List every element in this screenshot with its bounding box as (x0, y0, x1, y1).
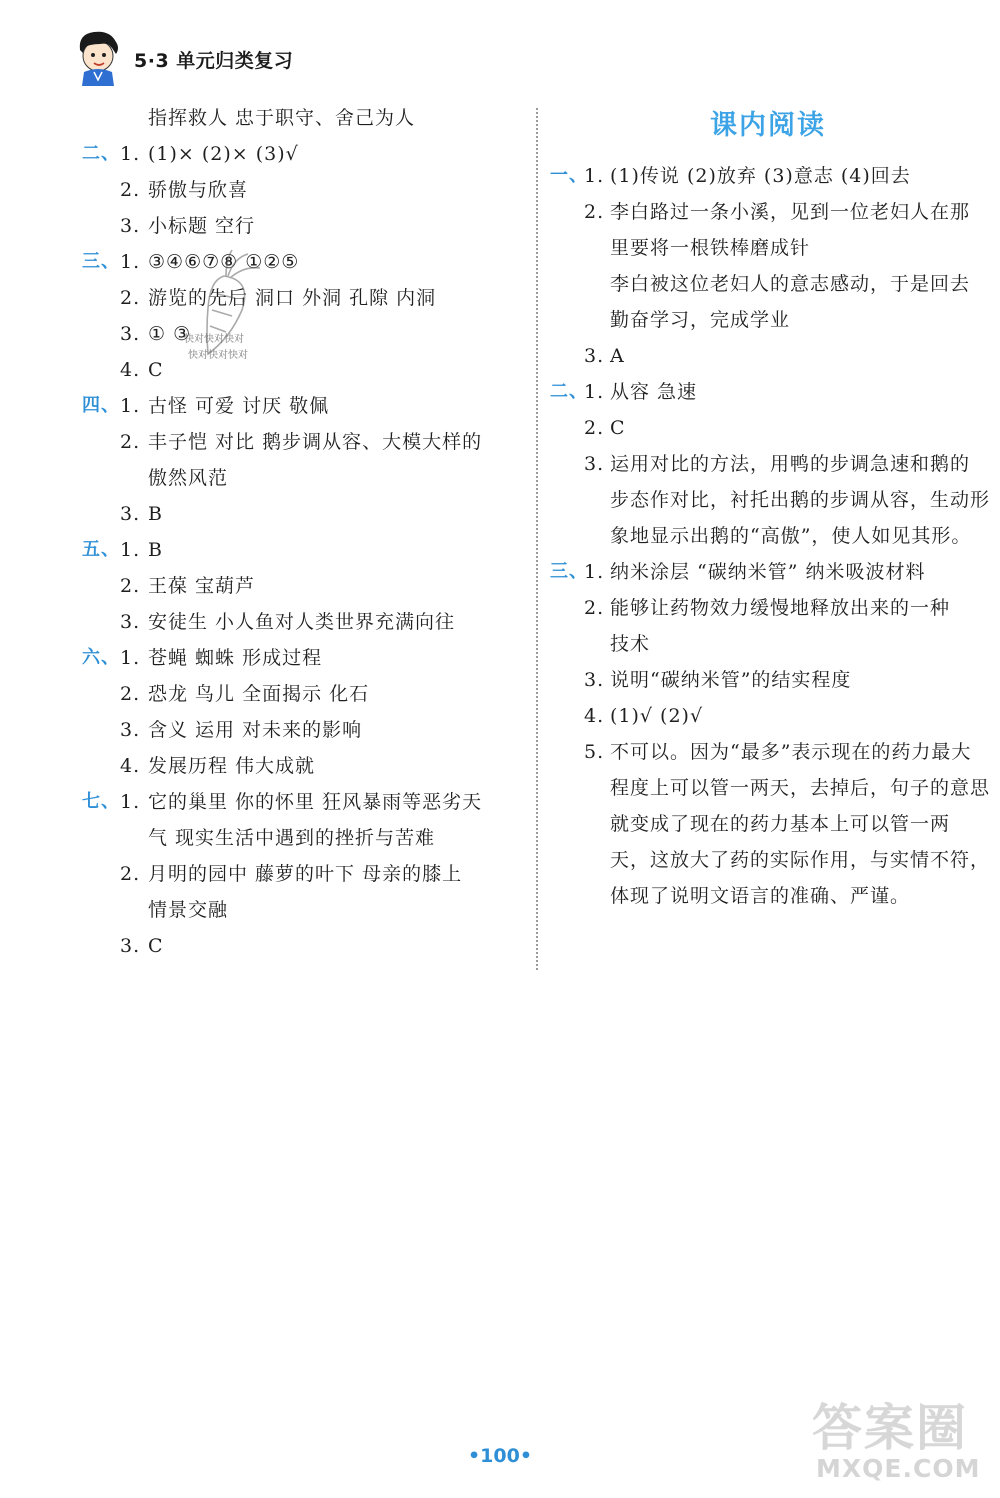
answer-text: 体现了说明文语言的准确、严谨。 (610, 885, 911, 907)
answer-line (82, 928, 532, 964)
answer-line (82, 460, 532, 496)
answer-line (82, 208, 532, 244)
answer-line (548, 626, 988, 662)
answer-text: 含义 运用 对未来的影响 (148, 719, 363, 741)
answer-line (82, 388, 532, 424)
answer-line (548, 374, 988, 410)
question-number: 3. (120, 935, 141, 957)
question-number: 4. (584, 705, 605, 727)
page-header (72, 28, 472, 88)
section-number: 四、 (82, 395, 120, 416)
answer-line (82, 820, 532, 856)
answer-text: 象地显示出鹅的“高傲”，使人如见其形。 (610, 525, 972, 547)
answer-line (548, 194, 988, 230)
answer-text: 就变成了现在的药力基本上可以管一两 (610, 813, 951, 835)
question-number: 2. (120, 179, 141, 201)
answer-text: 丰子恺 对比 鹅步调从容、大模大样的 (148, 431, 483, 453)
answer-line (548, 482, 991, 518)
answer-line (82, 496, 532, 532)
answer-line (548, 662, 988, 698)
answer-line (82, 100, 532, 136)
answer-line (82, 568, 532, 604)
answer-text: 游览的先后 洞口 外洞 孔隙 内洞 (148, 287, 437, 309)
answer-text: (1)传说 (2)放弃 (3)意志 (4)回去 (610, 165, 911, 187)
header-title: 5·3 单元归类复习 (134, 50, 294, 72)
carrot-stamp-icon (178, 246, 270, 366)
answer-text: A (610, 345, 625, 367)
answer-text: 程度上可以管一两天，去掉后，句子的意思 (610, 777, 991, 799)
answer-line (548, 410, 988, 446)
answer-text: 安徒生 小人鱼对人类世界充满向往 (148, 611, 456, 633)
section-number: 一、 (550, 165, 588, 186)
section-number: 二、 (82, 143, 120, 164)
question-number: 3. (584, 669, 605, 691)
question-number: 2. (584, 597, 605, 619)
answer-line (548, 878, 988, 914)
answer-line (82, 532, 532, 568)
question-number: 2. (584, 417, 605, 439)
answer-text: 苍蝇 蜘蛛 形成过程 (148, 647, 323, 669)
section-number: 三、 (82, 251, 120, 272)
question-number: 3. (120, 503, 141, 525)
answers-right-column (548, 100, 991, 914)
answer-line (548, 338, 988, 374)
watermark-logo-text: 答案圈 (812, 1399, 968, 1457)
question-number: 3. (120, 611, 141, 633)
answer-text: ① ③ (148, 323, 192, 345)
answer-text: 运用对比的方法，用鸭的步调急速和鹅的 (610, 453, 971, 475)
question-number: 2. (120, 287, 141, 309)
answer-line (82, 604, 532, 640)
question-number: 2. (584, 201, 605, 223)
question-number: 5. (584, 741, 605, 763)
answer-line (548, 266, 988, 302)
answer-line (82, 748, 532, 784)
question-number: 2. (120, 683, 141, 705)
stamp-text-line1: 快对快对快对 (184, 334, 244, 345)
answer-text: 骄傲与欣喜 (148, 179, 249, 201)
answer-line (82, 676, 532, 712)
question-number: 2. (120, 863, 141, 885)
question-number: 1. (584, 561, 605, 583)
answer-line (548, 302, 988, 338)
question-number: 1. (120, 539, 141, 561)
question-number: 3. (584, 345, 605, 367)
answer-text: 里要将一根铁棒磨成针 (610, 237, 811, 259)
answer-line (548, 230, 988, 266)
question-number: 1. (120, 395, 141, 417)
answer-line (82, 352, 532, 388)
section-number: 七、 (82, 791, 120, 812)
section-number: 五、 (82, 539, 120, 560)
answer-text: 情景交融 (148, 899, 229, 921)
question-number: 3. (120, 719, 141, 741)
answer-line (82, 640, 532, 676)
answer-text: ③④⑥⑦⑧ ①②⑤ (148, 251, 300, 273)
answer-text: 月明的园中 藤萝的叶下 母亲的膝上 (148, 863, 463, 885)
answer-text: 小标题 空行 (148, 215, 256, 237)
answer-text: 李白被这位老妇人的意志感动，于是回去 (610, 273, 971, 295)
stamp-text-line2: 快对快对快对 (188, 350, 248, 361)
answer-line (82, 892, 532, 928)
question-number: 1. (584, 381, 605, 403)
answer-line (82, 784, 532, 820)
answer-line (548, 518, 988, 554)
question-number: 3. (120, 323, 141, 345)
answer-line (548, 446, 988, 482)
answer-text: 能够让药物效力缓慢地释放出来的一种 (610, 597, 951, 619)
question-number: 2. (120, 575, 141, 597)
answer-text: 李白路过一条小溪，见到一位老妇人在那 (610, 201, 971, 223)
answer-line (82, 856, 532, 892)
answer-text: 恐龙 鸟儿 全面揭示 化石 (148, 683, 370, 705)
page-number: •100• (468, 1445, 532, 1467)
answer-text: B (148, 503, 163, 525)
question-number: 1. (120, 647, 141, 669)
question-number: 1. (120, 251, 141, 273)
answer-text: 步态作对比，衬托出鹅的步调从容，生动形 (610, 489, 991, 511)
answer-text: (1)√ (2)√ (610, 705, 704, 727)
answer-line (548, 734, 988, 770)
answer-text: 不可以。因为“最多”表示现在的药力最大 (610, 741, 972, 763)
section-title: 课内阅读 (710, 110, 826, 141)
answer-line (548, 770, 991, 806)
answer-line (548, 158, 988, 194)
answer-line (82, 136, 532, 172)
answer-line (548, 806, 988, 842)
answer-text: C (610, 417, 626, 439)
answer-text: B (148, 539, 163, 561)
answer-line (548, 590, 988, 626)
watermark-url: MXQE.COM (816, 1454, 981, 1483)
answer-text: C (148, 359, 164, 381)
answer-text: 纳米涂层 “碳纳米管” 纳米吸波材料 (610, 561, 926, 583)
answer-line (82, 424, 532, 460)
answer-text: C (148, 935, 164, 957)
answer-text: 它的巢里 你的怀里 狂风暴雨等恶劣天 (148, 791, 483, 813)
answer-text: 天，这放大了药的实际作用，与实情不符， (610, 849, 991, 871)
section-number: 二、 (550, 381, 588, 402)
answer-text: 说明“碳纳米管”的结实程度 (610, 669, 852, 691)
answer-text: 指挥救人 忠于职守、舍己为人 (148, 107, 416, 129)
answer-text: 傲然风范 (148, 467, 229, 489)
mascot-boy-icon (72, 28, 124, 86)
answer-text: 勤奋学习，完成学业 (610, 309, 791, 331)
question-number: 1. (120, 143, 141, 165)
answer-line (82, 172, 532, 208)
answer-line (548, 698, 988, 734)
section-number: 六、 (82, 647, 120, 668)
answer-text: 发展历程 伟大成就 (148, 755, 316, 777)
answer-text: (1)× (2)× (3)√ (148, 143, 299, 165)
answer-text: 王葆 宝葫芦 (148, 575, 256, 597)
answer-line (548, 842, 991, 878)
answer-line (548, 554, 988, 590)
answer-text: 从容 急速 (610, 381, 698, 403)
answer-text: 技术 (610, 633, 651, 655)
question-number: 1. (120, 791, 141, 813)
answer-text: 气 现实生活中遇到的挫折与苦难 (148, 827, 436, 849)
question-number: 3. (120, 215, 141, 237)
question-number: 3. (584, 453, 605, 475)
question-number: 1. (584, 165, 605, 187)
question-number: 2. (120, 431, 141, 453)
question-number: 4. (120, 755, 141, 777)
answers-left-column (82, 100, 532, 964)
answer-line (82, 280, 532, 316)
section-number: 三、 (550, 561, 588, 582)
answer-text: 古怪 可爱 讨厌 敬佩 (148, 395, 330, 417)
watermark (812, 1388, 992, 1488)
column-divider (536, 108, 538, 970)
answer-line (82, 244, 532, 280)
answer-line (82, 316, 532, 352)
question-number: 4. (120, 359, 141, 381)
answer-line (82, 712, 532, 748)
